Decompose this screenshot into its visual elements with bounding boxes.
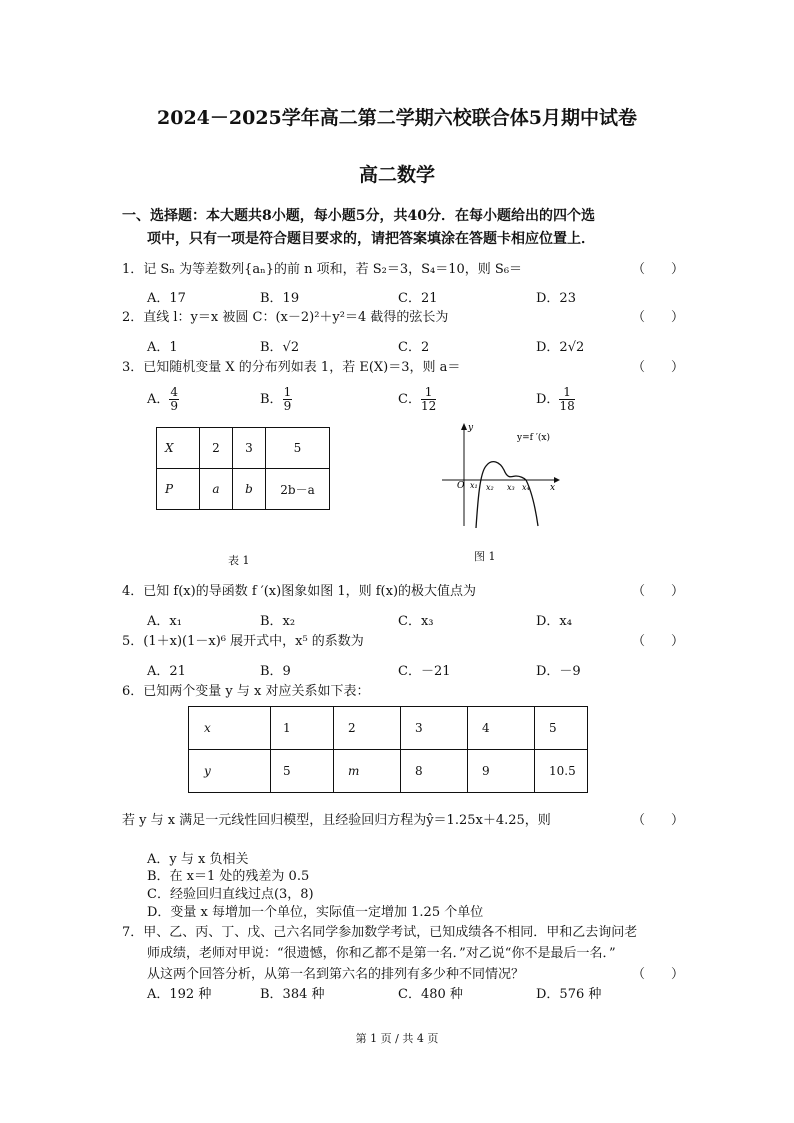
q4-option-c: C．x₃	[398, 614, 434, 629]
q4-option-b: B．x₂	[260, 614, 296, 629]
q7-option-d: D．576 种	[536, 987, 602, 1002]
question-7-line3: 从这两个回答分析，从第一名到第六名的排列有多少种不同情况？	[147, 967, 525, 982]
section-heading-line2: 项中，只有一项是符合题目要求的，请把答案填涂在答题卡相应位置上．	[147, 231, 595, 247]
q6-option-a: A．y 与 x 负相关	[147, 852, 249, 867]
table-1-caption: 表 1	[228, 554, 250, 567]
q3-option-d: D． $\frac{1}{18}$	[536, 385, 575, 413]
derivative-curve	[476, 462, 538, 528]
q7-option-a: A．192 种	[147, 987, 212, 1002]
figure-1-caption: 图 1	[474, 550, 496, 563]
q5-option-a: A．21	[147, 664, 186, 679]
q3-option-a: A． $\frac{4}{9}$	[147, 385, 179, 413]
q4-option-a: A．x₁	[147, 614, 182, 629]
table-cell: 2	[334, 707, 401, 750]
table-row	[189, 707, 588, 750]
q6-option-d: D．变量 x 每增加一个单位，实际值一定增加 1.25 个单位	[147, 905, 484, 920]
table-cell: P	[157, 469, 200, 510]
question-3: 3．已知随机变量 X 的分布列如表 1，若 E(X)＝3，则 a＝	[122, 360, 461, 375]
q2-option-b: B．√2	[260, 340, 300, 355]
q1-option-a: A．17	[147, 291, 186, 306]
answer-paren-2: （ ）	[632, 310, 685, 325]
table-row	[189, 750, 588, 793]
table-cell: m	[334, 750, 401, 793]
table-2	[188, 706, 588, 793]
q5-option-c: C．－21	[398, 664, 451, 679]
table-cell: X	[157, 428, 200, 469]
y-axis-arrow	[461, 423, 467, 430]
point-x1: x₁	[470, 481, 478, 490]
table-cell: a	[200, 469, 233, 510]
q1-option-b: B．19	[260, 291, 300, 306]
question-2: 2．直线 l：y＝x 被圆 C：(x－2)²＋y²＝4 截得的弦长为	[122, 310, 449, 325]
q3-option-c: C． $\frac{1}{12}$	[398, 385, 437, 413]
table-cell: 10.5	[535, 750, 588, 793]
table-cell: 3	[233, 428, 266, 469]
q3-option-b: B． $\frac{1}{9}$	[260, 385, 292, 413]
answer-paren-4: （ ）	[632, 584, 685, 599]
q1-option-c: C．21	[398, 291, 438, 306]
point-x2: x₂	[486, 483, 494, 492]
question-7-line1: 7．甲、乙、丙、丁、戊、己六名同学参加数学考试，已知成绩各不相同．甲和乙去询问老	[122, 925, 638, 940]
answer-paren-5: （ ）	[632, 634, 685, 649]
point-x4: x₄	[522, 483, 530, 492]
q5-option-d: D．－9	[536, 664, 581, 679]
answer-paren-6: （ ）	[632, 813, 685, 828]
q1-option-d: D．23	[536, 291, 576, 306]
table-cell: 2	[200, 428, 233, 469]
q6-option-b: B．在 x＝1 处的残差为 0.5	[147, 869, 310, 884]
table-cell: 3	[401, 707, 468, 750]
subject-title: 高二数学	[358, 164, 435, 186]
question-5: 5．(1＋x)(1－x)⁶ 展开式中，x⁵ 的系数为	[122, 634, 364, 649]
table-cell: 4	[468, 707, 535, 750]
section-heading-line1: 一、选择题：本大题共8小题，每小题5分，共40分．在每小题给出的四个选	[122, 208, 595, 224]
table-cell: 9	[468, 750, 535, 793]
table-cell: 2b－a	[266, 469, 330, 510]
figure-1-graph	[432, 418, 572, 533]
q4-option-d: D．x₄	[536, 614, 572, 629]
table-cell: 5	[271, 750, 334, 793]
y-axis-label: y	[468, 423, 474, 433]
question-6-regression: 若 y 与 x 满足一元线性回归模型，且经验回归方程为ŷ＝1.25x＋4.25，则	[122, 813, 551, 828]
table-cell: 1	[271, 707, 334, 750]
page-footer: 第 1 页 / 共 4 页	[355, 1032, 439, 1045]
question-6: 6．已知两个变量 y 与 x 对应关系如下表：	[122, 684, 370, 699]
answer-paren-3: （ ）	[632, 360, 685, 375]
table-cell: b	[233, 469, 266, 510]
q2-option-a: A．1	[147, 340, 178, 355]
origin-label: O	[457, 481, 465, 491]
table-cell: 5	[266, 428, 330, 469]
point-x3: x₃	[507, 483, 515, 492]
table-cell: x	[189, 707, 271, 750]
question-4: 4．已知 f(x)的导函数 f ′(x)图象如图 1，则 f(x)的极大值点为	[122, 584, 477, 599]
q5-option-b: B．9	[260, 664, 291, 679]
q2-option-d: D．2√2	[536, 340, 585, 355]
table-1	[156, 427, 330, 510]
question-7-line2: 师成绩，老师对甲说：“很遗憾，你和乙都不是第一名．”对乙说“你不是最后一名．”	[147, 946, 616, 961]
exam-title: 2024－2025学年高二第二学期六校联合体5月期中试卷	[157, 107, 637, 129]
x-axis-label: x	[550, 483, 556, 493]
table-cell: 8	[401, 750, 468, 793]
table-row	[157, 428, 330, 469]
question-1: 1．记 Sₙ 为等差数列{aₙ}的前 n 项和，若 S₂＝3，S₄＝10，则 S₆＝	[122, 262, 523, 277]
answer-paren-1: （ ）	[632, 262, 685, 277]
table-row	[157, 469, 330, 510]
table-cell: 5	[535, 707, 588, 750]
curve-label: y=f ′(x)	[517, 433, 550, 443]
q2-option-c: C．2	[398, 340, 430, 355]
answer-paren-7: （ ）	[632, 967, 685, 982]
q7-option-b: B．384 种	[260, 987, 325, 1002]
q7-option-c: C．480 种	[398, 987, 463, 1002]
q6-option-c: C．经验回归直线过点(3，8)	[147, 887, 314, 902]
table-cell: y	[189, 750, 271, 793]
